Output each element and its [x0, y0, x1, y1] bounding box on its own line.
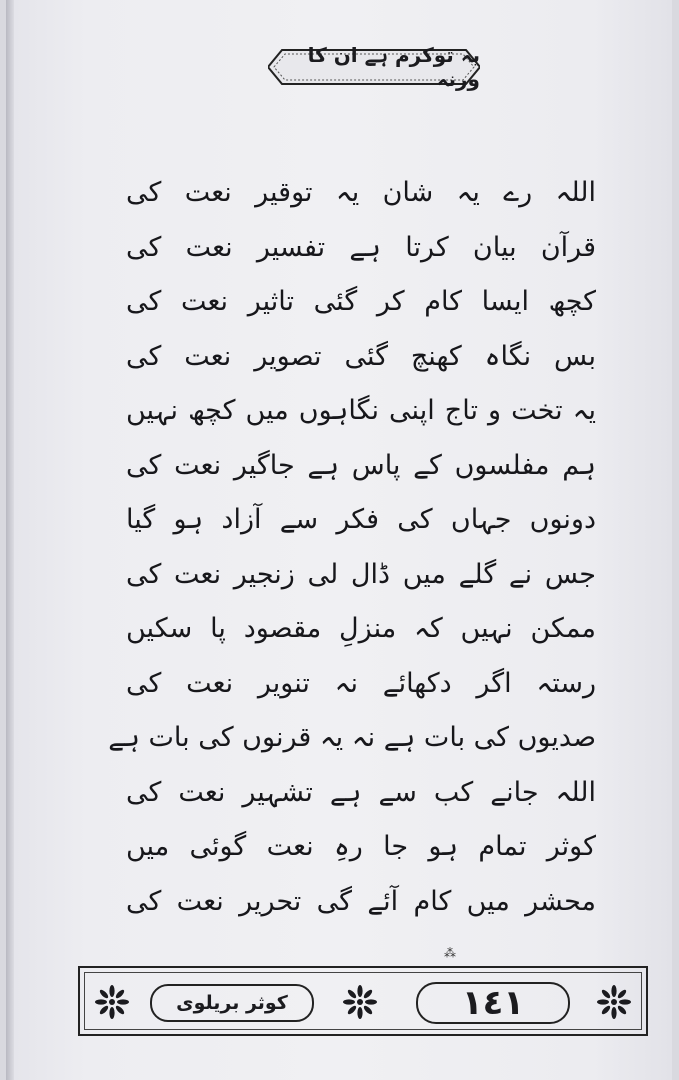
poem-body — [108, 166, 596, 929]
verse-line-6: ہم مفلسوں کے پاس ہے جاگیر نعت کی — [126, 449, 596, 481]
verse-line-3: کچھ ایسا کام کر گئی تاثیر نعت کی — [126, 286, 596, 317]
verse-line-1: اللہ رے یہ شان یہ توقیر نعت کی — [126, 177, 596, 208]
page-number: ١٤١ — [416, 982, 570, 1024]
footer-frame — [78, 966, 648, 1036]
verse-line-2: قرآن بیان کرتا ہے تفسیر نعت کی — [126, 231, 596, 263]
verse-line-14: محشر میں کام آئے گی تحریر نعت کی — [126, 885, 596, 917]
flower-ornament-icon — [342, 984, 378, 1020]
verse-line-9: ممکن نہیں کہ منزلِ مقصود پا سکیں — [126, 613, 596, 644]
verse-line-12: اللہ جانے کب سے ہے تشہیر نعت کی — [126, 776, 596, 808]
flower-ornament-icon — [94, 984, 130, 1020]
verse-line-8: جس نے گلے میں ڈال لی زنجیر نعت کی — [126, 558, 596, 590]
verse-line-13: کوثر تمام ہو جا رہِ نعت گوئی میں — [126, 831, 596, 862]
verse-line-4: بس نگاہ کھنچ گئی تصویر نعت کی — [126, 340, 596, 372]
verse-line-5: یہ تخت و تاج اپنی نگاہوں میں کچھ نہیں — [126, 395, 596, 426]
verse-line-10: رستہ اگر دکھائے نہ تنویر نعت کی — [126, 667, 596, 699]
flower-ornament-icon — [596, 984, 632, 1020]
book-page — [6, 0, 672, 1080]
verse-line-11: صدیوں کی بات ہے نہ یہ قرنوں کی بات ہے — [108, 722, 596, 753]
verse-line-7: دونوں جہاں کی فکر سے آزاد ہو گیا — [126, 504, 596, 535]
ink-mark: ⁂ — [444, 946, 456, 960]
page-spine-shadow — [6, 0, 14, 1080]
page-title: یہ توکرم ہے ان کا ورنہ — [307, 43, 480, 91]
title-banner — [268, 43, 480, 91]
poet-name-label: کوثر بریلوی — [150, 984, 314, 1022]
